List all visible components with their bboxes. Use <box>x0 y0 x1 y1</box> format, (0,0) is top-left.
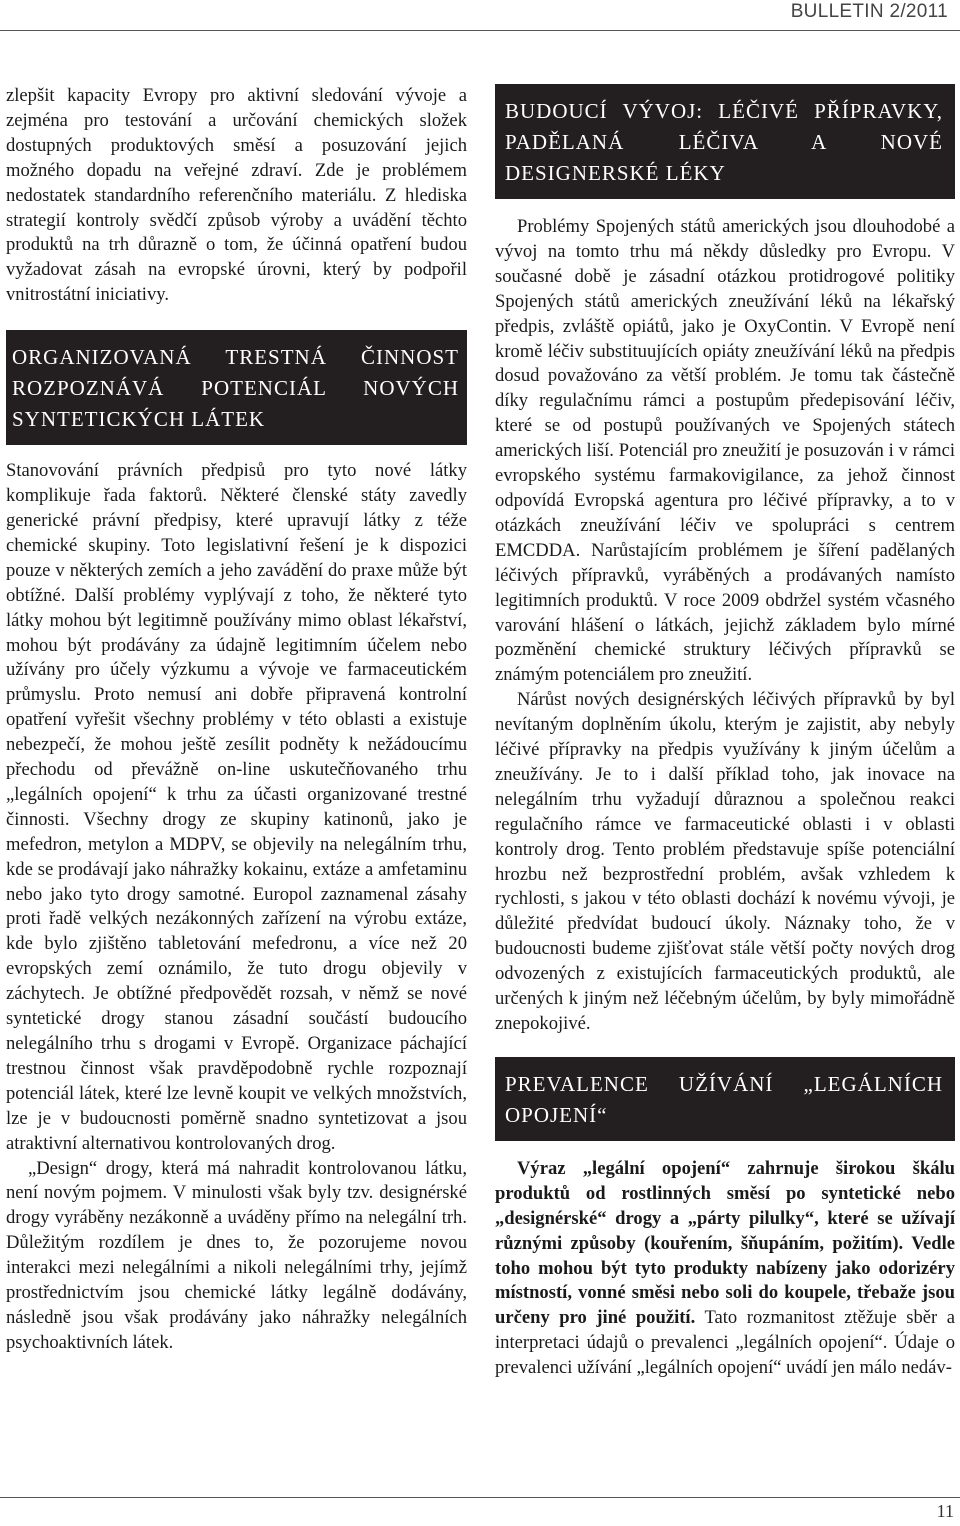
section-heading: ORGANIZOVANÁ TRESTNÁ ČINNOST ROZPOZNÁVÁ POTENCIÁL NOVÝCH SYNTETICKÝCH LÁTEK <box>6 330 467 445</box>
body-paragraph: Nárůst nových designérských léčivých přípravků by byl nevítaným doplněním úkolu, kterým je zajistit, aby nebyly léčivé přípravky na předpis využívány k jiným účelům a zneužívány. Je to i další příklad toho, jak inovace na nelegálním trhu vyžadují důraznou a společnou reakci regulačního rámce ve farmaceutické oblasti i v oblasti kontroly drog. Tento problém představuje spíše potenciální hrozbu než bezprostřední problém, avšak vzhledem k rychlosti, s jakou v této oblasti dochází k novému vývoji, je důležité předvídat budoucí úkoly. Náznaky toho, že v budoucnosti budeme zjišťovat stále větší počty nových drog odvozených z existujících farmaceutických produktů, ale určených k jiným než léčebným účelům, by byly mimořádně znepokojivé. <box>495 689 955 1034</box>
section-heading: PREVALENCE UŽÍVÁNÍ „LEGÁLNÍCH OPOJENÍ“ <box>495 1057 955 1141</box>
section-heading: BUDOUCÍ VÝVOJ: LÉČIVÉ PŘÍPRAVKY, PADĚLANÁ LÉČIVA A NOVÉ DESIGNERSKÉ LÉKY <box>495 84 955 199</box>
body-paragraph: Stanovování právních předpisů pro tyto nové látky komplikuje řada faktorů. Některé členské státy zavedly generické právní předpisy, které upravují látky z téže chemické skupiny. Toto legislativní řešení je k dispozici pouze v některých zemích a jeho zavádění do praxe může být obtížné. Další problémy vyplývají z toho, že některé tyto látky mohou být legitimně používány mimo oblast lékařství, mohou být prodávány za údajně legitimním účelem nebo užívány pro účely výzkumu a vývoje ve farmaceutickém průmyslu. Proto nemusí ani dobře připravená kontrolní opatření vyřešit všechny problémy v této oblasti a existuje nebezpečí, že mohou ještě zesílit podněty k nežádoucímu přechodu od převážně on-line uskutečňovaného trhu „legálních opojení“ k trhu za účasti organizované trestné činnosti. Všechny drogy ze skupiny katinonů, jako je mefedron, metylon a MDPV, se objevily na nelegálním trhu, kde se prodávají jako náhražky kokainu, extáze a amfetaminu nebo jako tyto drogy samotné. Europol zaznamenal zásahy proti řadě velkých nezákonných zařízení na výrobu extáze, kde bylo zjištěno tabletování mefedronu, a více než 20 evropských zemí oznámilo, že tuto drogu objevily v záchytech. Je obtížné předpovědět rozsah, v němž se nové syntetické drogy stanou zásadní součástí budoucího nelegálního trhu s drogami v Evropě. Organizace páchající trestnou činnost však pravděpodobně rychle rozpoznají potenciál látek, které lze levně koupit ve velkých množstvích, lze je v budoucnosti poměrně snadno syntetizovat a jsou atraktivní alternativou kontrolovaných drog. <box>6 460 467 1154</box>
running-header: BULLETIN 2/2011 <box>790 1 948 22</box>
left-column <box>6 84 467 1356</box>
lead-bold-text: Výraz „legální opojení“ zahrnuje širokou škálu produktů od rostlinných směsí po syntetické nebo „designérské“ drogy a „párty pilulky“, které se užívají různými způsoby (kouřením, šňupáním, požitím). Vedle toho mohou být tyto produkty nabízeny jako odorizéry místností, vonné směsi nebo soli do koupele, třebaže jsou určeny pro jiné použití. <box>495 1157 955 1329</box>
page-number: 11 <box>936 1501 954 1521</box>
right-column <box>495 84 955 1381</box>
body-paragraph: „Design“ drogy, která má nahradit kontrolovanou látku, není novým pojmem. V minulosti však byly tzv. designérské drogy vyráběny nezákonně a uváděny přímo na nelegální trh. Důležitým rozdílem je dnes to, že pozorujeme novou interakci mezi nelegálními a nikoli nelegálními trhy, jejímž prostřednictvím jsou chemické látky legálně dodávány, následně jsou však prodávány jako náhražky nelegálních psychoaktivních látek. <box>6 1157 467 1353</box>
header-rule <box>0 30 960 31</box>
body-paragraph: zlepšit kapacity Evropy pro aktivní sledování vývoje a zejména pro testování a určování chemických složek dostupných produktových směsí a posuzování jejich možného dopadu na veřejné zdraví. Zde je problémem nedostatek standardního referenčního materiálu. Z hlediska strategií kontroly svědčí způsob výroby a uvádění těchto produktů na trh důrazně o tom, že účinná opatření budou vyžadovat zásah na evropské úrovni, který by podpořil vnitrostátní iniciativy. <box>6 85 467 306</box>
body-paragraph: Problémy Spojených států amerických jsou dlouhodobé a vývoj na tomto trhu má někdy důsledky pro Evropu. V současné době je zásadní otázkou protidrogové politiky Spojených států amerických zneužívání léků na lékařský předpis, zvláště opiátů, jako je OxyContin. V Evropě není kromě léčiv substituujících opiáty zneužívání léků na předpis dosud považováno za větší problém. Je tomu tak částečně díky regulačnímu rámci a postupům předepisování léčiv, které se od postupů používaných ve Spojených státech amerických liší. Potenciál pro zneužití je posuzován i v rámci evropského systému farmakovigilance, za jehož činnost odpovídá Evropská agentura pro léčivé přípravky, a to v otázkách zneužívání léčiv ve spolupráci s centrem EMCDDA. Narůstajícím problémem je šíření padělaných léčivých přípravků, vyráběných a prodávaných namísto legitimních produktů. V roce 2009 obdržel systém včasného varování hlášení o látkách, jejichž základem bylo mírné pozměnění chemické struktury léčivých přípravků se známým potenciálem pro zneužití. <box>495 216 955 686</box>
lead-paragraph <box>495 1157 955 1381</box>
lead-regular-text: Tato rozmanitost ztěžuje sběr a interpretaci údajů o prevalenci „legálních opojení“. Údaje o prevalenci užívání „legálních opojení“ uvádí jen málo nedáv- <box>495 1307 955 1379</box>
footer-rule <box>0 1497 960 1498</box>
